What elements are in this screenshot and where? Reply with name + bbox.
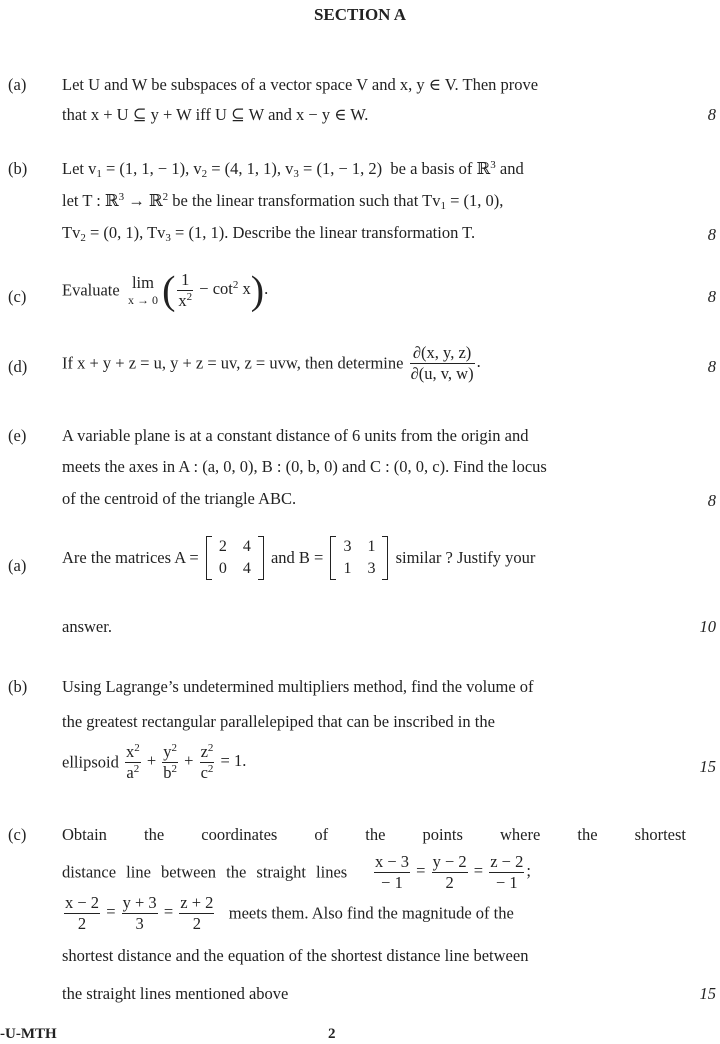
- q2c-line5: the straight lines mentioned above: [62, 984, 289, 1003]
- q1a-marks: 8: [707, 105, 716, 124]
- q1c-evaluate: Evaluate: [62, 280, 120, 300]
- q2a-line2: answer.: [62, 617, 112, 636]
- q2c-line3: $\frac{x - 2}{2}$ = $\frac{y + 3}{3}$ = $\frac{z + 2}{2}$ meets them. Also find the magnitude of the: [65, 893, 514, 933]
- q2a-marks: 10: [699, 617, 716, 636]
- q1c-marks: 8: [707, 287, 716, 306]
- q2c-marks: 15: [699, 984, 716, 1003]
- q2b-marks: 15: [699, 757, 716, 776]
- q2b-label: (b): [8, 677, 28, 696]
- q2c-line1: Obtain the coordinates of the points where the shortest: [62, 825, 686, 844]
- q1b-label: (b): [8, 159, 28, 178]
- paper-code: -U-MTH: [0, 1026, 57, 1042]
- q2a-line1: Are the matrices A = 2 4 0 4 and B = 3 1 1 3 similar ? Justify your: [62, 536, 535, 580]
- q1b-line2: let T : ℝ$^3$ → ℝ$^2$ be the linear transformation such that $Tv_1 = (1$, 0),: [62, 191, 504, 212]
- q1e-label: (e): [8, 426, 27, 445]
- q2b-line3: ellipsoid $\frac{x^2}{a^2}$ + $\frac{y^2}{b^2}$ + $\frac{z^2}{c^2}$ = 1.: [62, 742, 247, 782]
- matrix-b: 3 1 1 3: [330, 536, 388, 580]
- q1c-expression: Evaluate lim x → 0 ( $\frac{1}{x^2}$ − $\cot^2 x$).: [62, 267, 269, 313]
- q1d-marks: 8: [707, 357, 716, 376]
- q2c-line4: shortest distance and the equation of the shortest distance line between: [62, 946, 529, 965]
- q1b-line1: Let $v_1 = (1$, 1, − 1), $v_2 = (4$, 1, 1), $v_3 = (1$, − 1, 2) be a basis of ℝ$^3$ and: [62, 159, 524, 180]
- q1b-marks: 8: [707, 225, 716, 244]
- q1b-line3: $Tv_2 = (0$, 1), $Tv_3 = (1$, 1). Describe the linear transformation T.: [62, 223, 476, 244]
- page-number: 2: [328, 1026, 336, 1042]
- q2c-label: (c): [8, 825, 27, 844]
- q1c-label: (c): [8, 287, 27, 306]
- q1e-line1: A variable plane is at a constant distance of 6 units from the origin and: [62, 426, 529, 445]
- q1d-line: If x + y + z = u, y + z = uv, z = uvw, then determine $\frac{\partial(x, y, z)}{\partial(u, v, w)}$ .: [62, 343, 481, 383]
- q1d-label: (d): [8, 357, 28, 376]
- left-paren: (: [162, 267, 176, 313]
- q1a-label: (a): [8, 75, 27, 94]
- q2b-line2: the greatest rectangular parallelepiped that can be inscribed in the: [62, 712, 495, 731]
- q1e-line2: meets the axes in A : (a, 0, 0), B : (0, b, 0) and C : (0, 0, c). Find the locus: [62, 457, 547, 476]
- matrix-a: 2 4 0 4: [206, 536, 264, 580]
- q2a-label: (a): [8, 556, 27, 575]
- jacobian-fraction: $\frac{\partial(x, y, z)}{\partial(u, v, w)}$: [410, 343, 474, 383]
- q2b-line1: Using Lagrange’s undetermined multipliers method, find the volume of: [62, 677, 534, 696]
- q1e-line3: of the centroid of the triangle ABC.: [62, 489, 297, 508]
- q2c-line2: distance line between the straight lines $\frac{x - 3}{- 1}$ = $\frac{y - 2}{2}$ = $\frac{z - 2}{- 1}$ ;: [62, 852, 531, 892]
- q1a-line1: Let U and W be subspaces of a vector space V and x, y ∈ V. Then prove: [62, 75, 539, 94]
- limit: lim x → 0: [127, 272, 158, 308]
- right-paren: ): [250, 267, 265, 313]
- fraction-1-over-x2: $\frac{1}{x^2}$: [178, 270, 193, 310]
- q1a-line2: that x + U ⊆ y + W iff U ⊆ W and x − y ∈ W.: [62, 105, 369, 124]
- q1e-marks: 8: [707, 491, 716, 510]
- section-title: SECTION A: [313, 5, 407, 24]
